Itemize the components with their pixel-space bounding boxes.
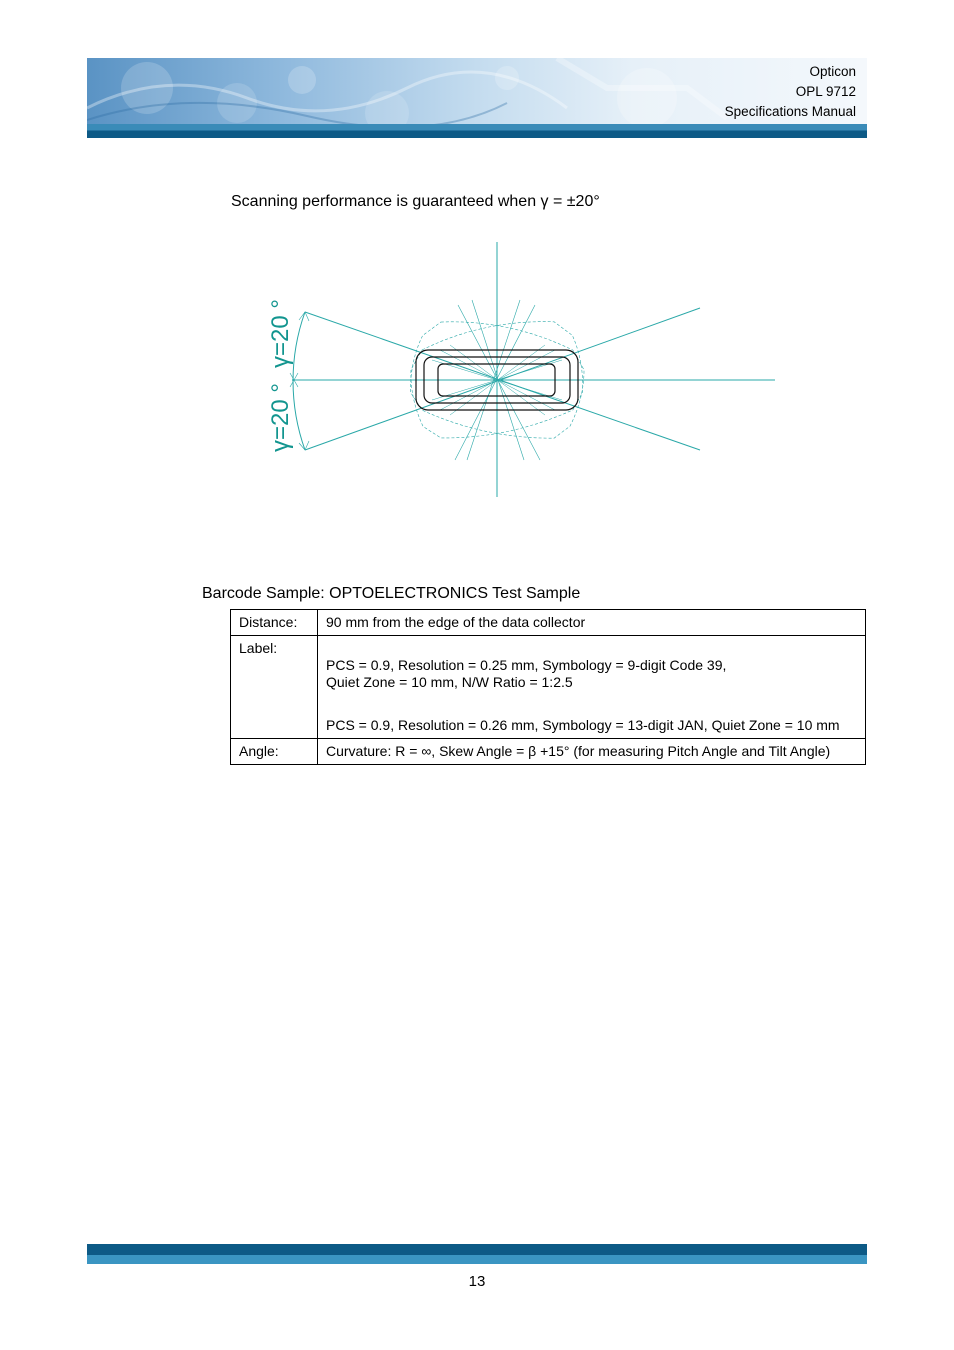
angle-label-upper: γ=20 ° (267, 299, 294, 368)
angle-label-lower: γ=20 ° (267, 383, 294, 452)
angle-line-upper (305, 312, 700, 450)
label-line-3: PCS = 0.9, Resolution = 0.26 mm, Symbology = 13-digit JAN, Quiet Zone = 10 mm (326, 717, 840, 733)
diagram-linework (290, 242, 775, 497)
table-row-angle (231, 739, 866, 765)
header-doc-title: Specifications Manual (724, 104, 856, 119)
header-company: Opticon (809, 64, 856, 79)
tilt-angle-diagram (255, 238, 785, 503)
footer-bar (87, 1244, 867, 1264)
page-header (87, 58, 867, 138)
test-conditions-table (230, 609, 866, 765)
angle-line-lower (305, 308, 700, 450)
sample-caption: Barcode Sample: OPTOELECTRONICS Test Sample (202, 585, 581, 602)
label-line-1: PCS = 0.9, Resolution = 0.25 mm, Symbology = 9-digit Code 39, (326, 657, 727, 673)
header-bar (87, 124, 867, 138)
header-model: OPL 9712 (795, 84, 856, 99)
header-text-block (725, 62, 856, 122)
label-value (318, 636, 866, 739)
distance-label: Distance: (231, 610, 318, 636)
intro-text: Scanning performance is guaranteed when γ = ±20° (231, 193, 600, 210)
table-row-label (231, 636, 866, 739)
label-label: Label: (231, 636, 318, 739)
label-line-2: Quiet Zone = 10 mm, N/W Ratio = 1:2.5 (326, 674, 573, 690)
page-number: 13 (468, 1273, 486, 1290)
angle-value: Curvature: R = ∞, Skew Angle = β +15° (for measuring Pitch Angle and Tilt Angle) (318, 739, 866, 765)
angle-label: Angle: (231, 739, 318, 765)
distance-value: 90 mm from the edge of the data collector (318, 610, 866, 636)
table-row-distance (231, 610, 866, 636)
